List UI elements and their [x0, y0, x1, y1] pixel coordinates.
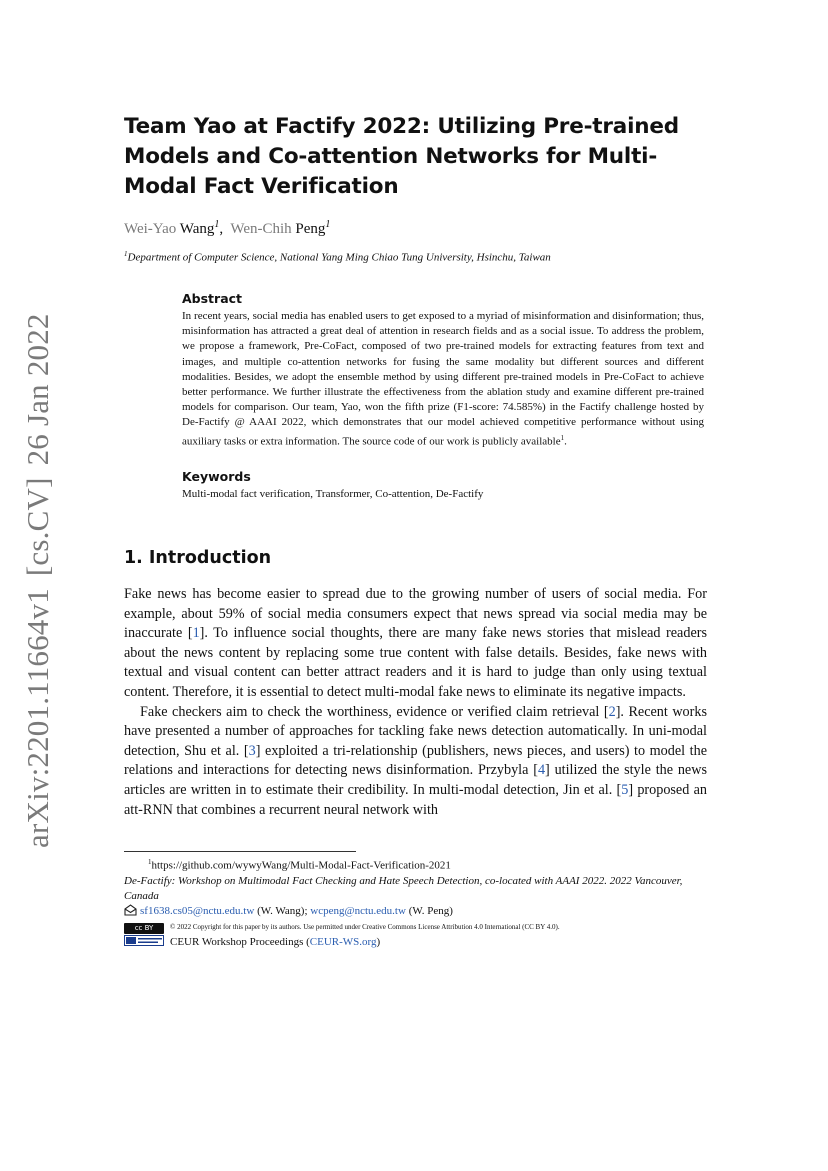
- affiliation-text: Department of Computer Science, National Yang Ming Chiao Tung University, Hsinchu, Taiwan: [127, 251, 551, 264]
- text-run: ] exploited a tri-relationship (publishers, news pieces, and users) to model the relations and interactions for detecting news disinformation. Przybyla [: [124, 742, 708, 779]
- citation-link[interactable]: 5: [621, 781, 629, 798]
- abstract-section: [182, 291, 704, 449]
- keywords-text: Multi-modal fact verification, Transformer, Co-attention, De-Factify: [182, 488, 484, 500]
- ceur-text: CEUR Workshop Proceedings (: [170, 935, 310, 948]
- license-line: [124, 919, 707, 935]
- text-run: ]. Recent works have presented a number of approaches for tackling fake news detection automatically. In uni-modal detection, Shu et al. [: [124, 703, 707, 759]
- footnote-divider: [124, 851, 356, 852]
- paragraph: [124, 585, 707, 703]
- email-owner: (W. Wang);: [254, 904, 311, 917]
- text-run: ]. To influence social thoughts, there are many fake news stories that mislead readers about the news content by replacing some true content with false details. Besides, fake news with textual and visual content can better attract readers and it is hard to judge than only using textual content. Therefore, it is essential to detect multi-modal fake news to eliminate its negative impacts.: [124, 625, 707, 700]
- footnotes: [124, 855, 707, 950]
- keywords-section: [182, 469, 704, 502]
- ceur-text-end: ): [376, 935, 381, 948]
- ceur-line: [124, 935, 707, 950]
- author-family-name: Wang: [179, 221, 215, 237]
- ceur-logo-icon: [124, 935, 164, 946]
- email-owner: (W. Peng): [405, 904, 453, 917]
- arxiv-category: [cs.CV]: [20, 477, 55, 577]
- abstract-heading: Abstract: [182, 291, 243, 306]
- footnote-1: [124, 855, 707, 874]
- section-heading-introduction: 1. Introduction: [124, 548, 272, 568]
- affiliation-mark: 1: [124, 250, 128, 258]
- paper-title: Team Yao at Factify 2022: Utilizing Pre-trained Models and Co-attention Networks for Multi-Modal Fact Verification: [124, 114, 679, 199]
- arxiv-id[interactable]: arXiv:2201.11664v1: [20, 588, 55, 848]
- abstract-text: [182, 309, 704, 449]
- paragraph: [124, 703, 707, 821]
- author-list: Wei-Yao Wang$^1$, Wen-Chih Peng$^1$: [124, 219, 331, 237]
- text-run: ] utilized the style the news articles are written in to estimate their credibility. In multi-modal detection, Jin et al. [: [124, 762, 707, 798]
- keywords-heading: Keywords: [182, 469, 251, 484]
- footnote-ref[interactable]: 1: [560, 433, 565, 442]
- abstract-end: .: [564, 435, 567, 448]
- author-given-name: Wei-Yao: [124, 221, 177, 237]
- affiliation: [124, 250, 551, 264]
- author-affil-mark: 1: [325, 219, 331, 230]
- citation-link[interactable]: 1: [192, 625, 200, 642]
- author-2: [230, 221, 330, 237]
- citation-link[interactable]: 2: [608, 703, 616, 720]
- copyright-text: © 2022 Copyright for this paper by its authors. Use permitted under Creative Commons License Attribution 4.0 International (CC BY 4.0).: [170, 922, 560, 931]
- author-1: [124, 221, 219, 237]
- footnote-mark: 1: [148, 858, 152, 866]
- email-link[interactable]: wcpeng@nctu.edu.tw: [310, 904, 406, 917]
- text-run: Fake news has become easier to spread due to the growing number of users of social media. For example, about 59% of social media consumers expect that news spread via social media may be inaccurate [: [124, 586, 707, 642]
- venue-note: De-Factify: Workshop on Multimodal Fact Checking and Hate Speech Detection, co-located with AAAI 2022. 2022 Vancouver, Canada: [124, 874, 683, 902]
- email-line: [124, 904, 707, 919]
- envelope-icon: [124, 904, 137, 916]
- arxiv-stamp: [18, 313, 58, 848]
- abstract-body: In recent years, social media has enabled users to get exposed to a myriad of misinformation and disinformation; thus, misinformation has attracted a great deal of attention in research fields and as a social issue. To address the problem, we propose a framework, Pre-CoFact, composed of two pre-trained models for extracting features from text and images, and multiple co-attention networks for fusing the same modality but different sources and different modalities. Besides, we adopt the ensemble method by using different pre-trained models in Pre-CoFact to achieve better performance. We further illustrate the effectiveness from the ablation study and examine different pre-trained models for comparison. Our team, Yao, won the fifth prize (F1-score: 74.585%) in the Factify challenge hosted by De-Factify @ AAAI 2022, which demonstrates that our model achieved competitive performance without using auxiliary tasks or extra information. The source code of our work is publicly available: [182, 310, 704, 448]
- author-family-name: Peng: [295, 221, 326, 237]
- footnote-url[interactable]: https://github.com/wywyWang/Multi-Modal-Fact-Verification-2021: [151, 859, 451, 872]
- ceur-link[interactable]: CEUR-WS.org: [309, 935, 377, 948]
- citation-link[interactable]: 4: [537, 762, 546, 779]
- arxiv-date: 26 Jan 2022: [20, 313, 55, 466]
- author-affil-mark: 1: [214, 219, 220, 230]
- email-link[interactable]: sf1638.cs05@nctu.edu.tw: [140, 904, 255, 917]
- citation-link[interactable]: 3: [248, 742, 256, 759]
- text-run: Fake checkers aim to check the worthiness, evidence or verified claim retrieval [: [140, 703, 609, 720]
- cc-license-icon: cc BY: [124, 923, 164, 934]
- introduction-body: [124, 585, 707, 820]
- text-run: ] proposed an att-RNN that combines a recurrent neural network with: [124, 781, 707, 818]
- author-given-name: Wen-Chih: [230, 221, 292, 237]
